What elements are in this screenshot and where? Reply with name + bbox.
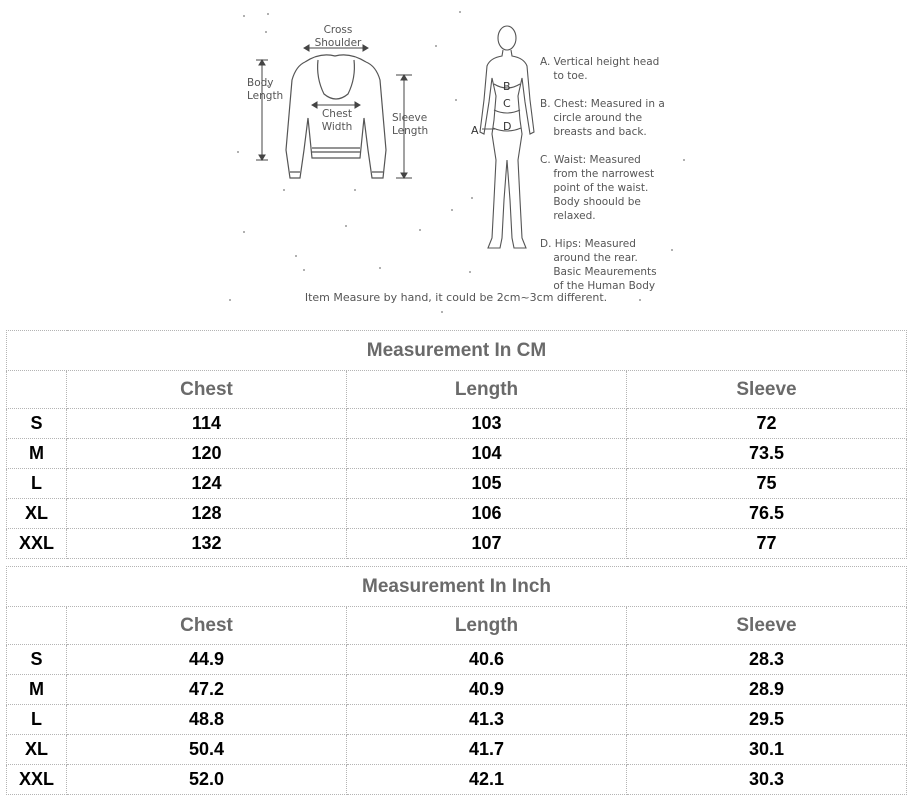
chest-cell: 124	[67, 469, 347, 499]
size-table-inch	[6, 566, 907, 795]
size-table-cm	[6, 330, 907, 559]
header-sleeve: Sleeve	[627, 371, 907, 409]
size-cell: L	[7, 705, 67, 735]
body-length-label: Body Length	[247, 77, 284, 102]
header-chest: Chest	[67, 371, 347, 409]
zone-b-label: B	[503, 80, 511, 93]
zone-d-label: D	[503, 120, 512, 133]
sleeve-cell: 30.3	[627, 765, 907, 795]
chest-cell: 44.9	[67, 645, 347, 675]
table-row	[7, 409, 907, 439]
length-cell: 105	[347, 469, 627, 499]
table-title: Measurement In CM	[7, 331, 907, 371]
sleeve-cell: 28.9	[627, 675, 907, 705]
size-cell: S	[7, 409, 67, 439]
table-row	[7, 645, 907, 675]
sleeve-cell: 77	[627, 529, 907, 559]
measurement-diagram	[0, 0, 912, 325]
sleeve-cell: 76.5	[627, 499, 907, 529]
size-cell: M	[7, 675, 67, 705]
length-cell: 103	[347, 409, 627, 439]
length-cell: 40.6	[347, 645, 627, 675]
table-row	[7, 499, 907, 529]
table-title: Measurement In Inch	[7, 567, 907, 607]
chest-cell: 132	[67, 529, 347, 559]
header-size	[7, 607, 67, 645]
length-cell: 106	[347, 499, 627, 529]
size-cell: XL	[7, 735, 67, 765]
note-b: B. Chest: Measured in a circle around the breasts and back.	[540, 98, 665, 138]
length-cell: 104	[347, 439, 627, 469]
sleeve-cell: 72	[627, 409, 907, 439]
chest-cell: 48.8	[67, 705, 347, 735]
header-length: Length	[347, 607, 627, 645]
table-row	[7, 439, 907, 469]
sleeve-cell: 73.5	[627, 439, 907, 469]
length-cell: 40.9	[347, 675, 627, 705]
header-chest: Chest	[67, 607, 347, 645]
size-cell: M	[7, 439, 67, 469]
zone-a-label: A	[471, 124, 479, 137]
human-body-drawing	[480, 26, 534, 248]
note-c: C. Waist: Measured from the narrowest point of the waist. Body shoould be relaxed.	[540, 154, 655, 222]
size-cell: XL	[7, 499, 67, 529]
sleeve-cell: 30.1	[627, 735, 907, 765]
measure-footnote: Item Measure by hand, it could be 2cm~3cm different.	[304, 291, 608, 304]
zone-c-label: C	[503, 97, 511, 110]
table-row	[7, 469, 907, 499]
sleeve-cell: 29.5	[627, 705, 907, 735]
length-cell: 41.3	[347, 705, 627, 735]
chest-cell: 120	[67, 439, 347, 469]
size-cell: S	[7, 645, 67, 675]
sleeve-length-label: Sleeve Length	[392, 112, 429, 137]
table-row	[7, 735, 907, 765]
garment-and-body-illustration	[0, 0, 912, 325]
size-cell: XXL	[7, 765, 67, 795]
chest-cell: 52.0	[67, 765, 347, 795]
sleeve-cell: 75	[627, 469, 907, 499]
header-sleeve: Sleeve	[627, 607, 907, 645]
length-cell: 42.1	[347, 765, 627, 795]
table-row	[7, 529, 907, 559]
chest-cell: 128	[67, 499, 347, 529]
chest-cell: 47.2	[67, 675, 347, 705]
table-row	[7, 675, 907, 705]
note-d: D. Hips: Measured around the rear. Basic Meaurements of the Human Body	[540, 238, 657, 292]
chest-cell: 50.4	[67, 735, 347, 765]
size-cell: L	[7, 469, 67, 499]
cross-shoulder-label: Cross Shoulder	[314, 24, 362, 49]
chest-width-label: Chest Width	[321, 108, 353, 133]
table-row	[7, 705, 907, 735]
length-cell: 41.7	[347, 735, 627, 765]
header-length: Length	[347, 371, 627, 409]
note-a: A. Vertical height head to toe.	[540, 56, 660, 82]
size-cell: XXL	[7, 529, 67, 559]
chest-cell: 114	[67, 409, 347, 439]
header-size	[7, 371, 67, 409]
length-cell: 107	[347, 529, 627, 559]
table-row	[7, 765, 907, 795]
sleeve-cell: 28.3	[627, 645, 907, 675]
